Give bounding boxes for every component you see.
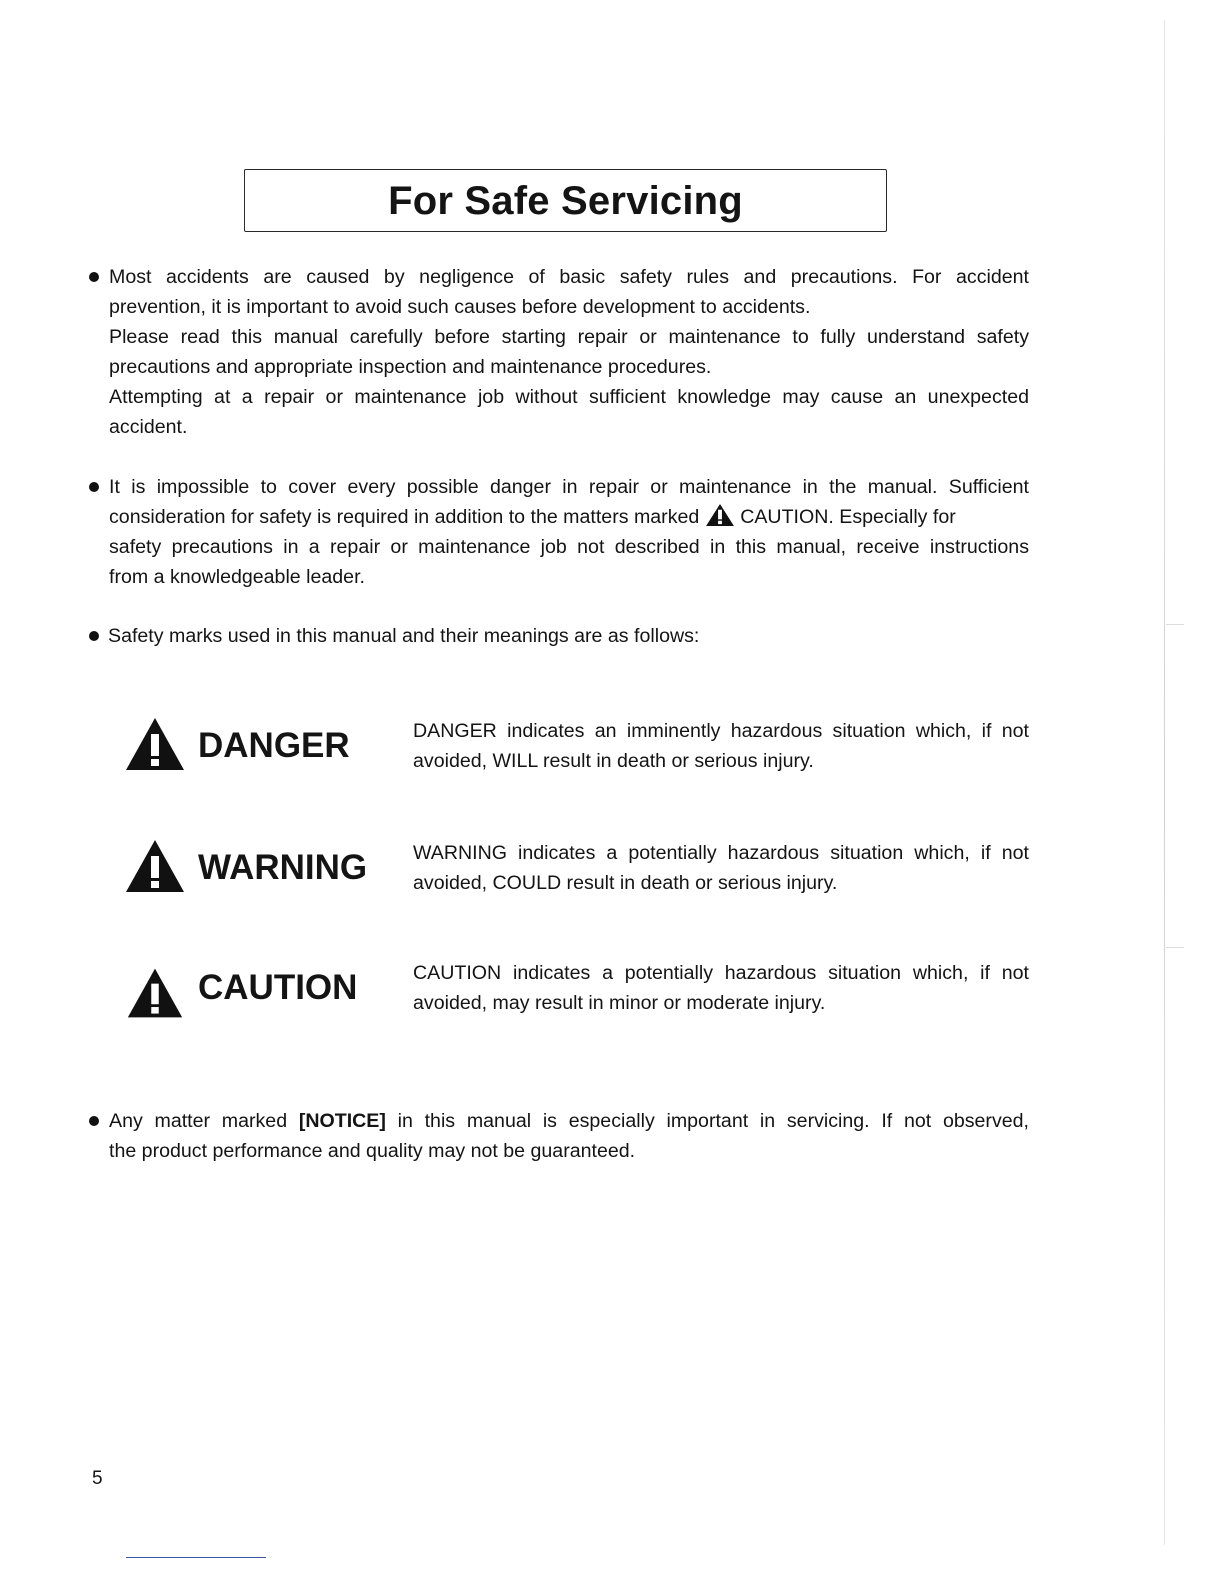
warning-triangle-icon [705,503,735,527]
text-line: It is impossible to cover every possible danger in repair or maintenance in the manual. Sufficient [109,476,1029,498]
text-line: precautions and appropriate inspection and maintenance procedures. [109,356,712,378]
caution-description [413,958,1029,1018]
coverage-paragraph [88,472,1029,592]
bullet-dot-icon [89,1116,99,1126]
text-line: accident. [109,416,188,438]
page-title: For Safe Servicing [388,179,743,223]
warning-triangle-icon [124,838,186,894]
danger-description [413,716,1029,776]
text-line: the product performance and quality may not be guaranteed. [109,1140,636,1162]
text-line: Most accidents are caused by negligence of basic safety rules and precautions. For accident [109,266,1029,288]
warning-label: WARNING [198,848,368,887]
text-line-with-notice [88,1106,1029,1136]
text-line: safety precautions in a repair or maintenance job not described in this manual, receive instructions [109,536,1029,558]
text-line: DANGER indicates an imminently hazardous situation which, if not [413,720,1029,742]
text-line-with-caution [88,502,1029,532]
safety-marks-intro [88,621,1029,651]
text-line: prevention, it is important to avoid such causes before development to accidents. [109,296,811,318]
caution-label: CAUTION [198,968,358,1007]
warning-description [413,838,1029,898]
scan-edge-line [1164,20,1165,1545]
bullet-dot-icon [89,631,99,641]
text-line: avoided, COULD result in death or serious injury. [413,872,838,894]
danger-mark-row [124,716,1029,786]
text-fragment: Any matter marked [109,1110,299,1132]
text-line: from a knowledgeable leader. [109,566,365,588]
title-box [244,169,887,232]
bullet-dot-icon [89,482,99,492]
page-number: 5 [92,1468,103,1489]
bullet-dot-icon [89,272,99,282]
scan-edge-mark [1166,624,1184,625]
warning-triangle-icon [126,964,184,1022]
text-line: Attempting at a repair or maintenance job without sufficient knowledge may cause an unexpected [109,386,1029,408]
text-line: Please read this manual carefully before starting repair or maintenance to fully understand safety [109,326,1029,348]
caution-mark-row [124,958,1029,1028]
text-line: avoided, WILL result in death or serious injury. [413,750,814,772]
notice-tag: [NOTICE] [298,1110,386,1132]
text-line: CAUTION indicates a potentially hazardous situation which, if not [413,962,1029,984]
warning-mark-row [124,838,1029,908]
text-fragment: CAUTION. Especially for [740,506,956,528]
intro-paragraph [88,262,1029,442]
text-line: WARNING indicates a potentially hazardous situation which, if not [413,842,1029,864]
danger-label: DANGER [198,726,350,765]
text-fragment: in this manual is especially important in servicing. If not observed, [385,1110,1029,1132]
footer-rule [126,1557,266,1558]
warning-triangle-icon [124,716,186,772]
text-fragment: consideration for safety is required in addition to the matters marked [109,506,700,528]
scan-edge-mark [1166,947,1184,948]
notice-paragraph [88,1106,1029,1166]
text-line: Safety marks used in this manual and their meanings are as follows: [108,625,700,647]
text-line: avoided, may result in minor or moderate injury. [413,992,826,1014]
